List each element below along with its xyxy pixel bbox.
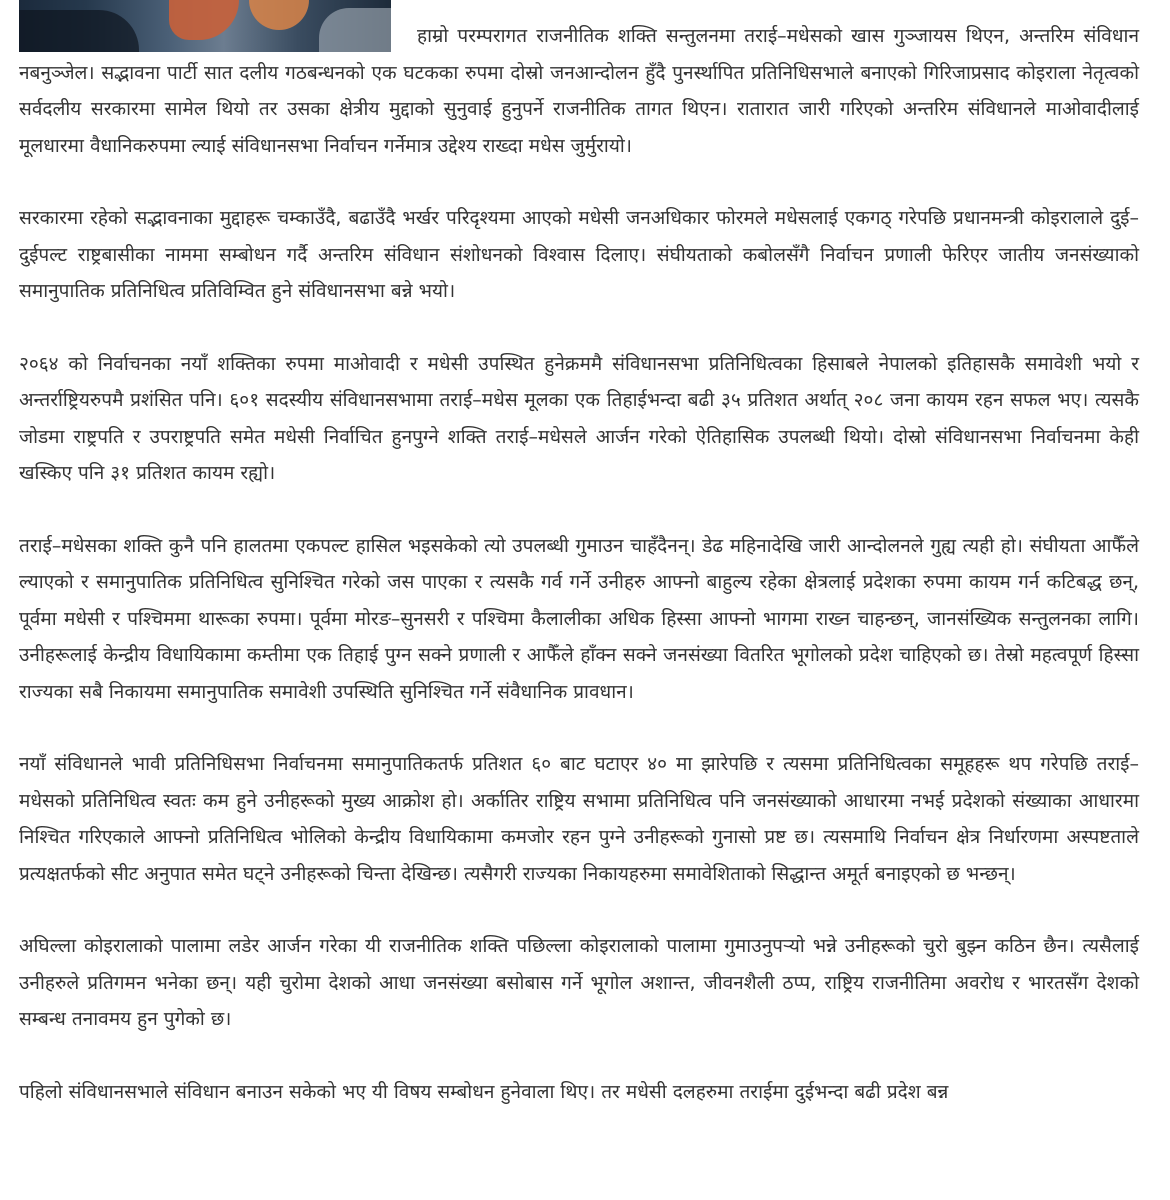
article-paragraph-1: हाम्रो परम्परागत राजनीतिक शक्ति सन्तुलनमा तराई–मधेसको खास गुञ्जायस थिएन, अन्तरिम संविधान नबनुञ्जेल। सद्भावना पार्टी सात दलीय गठबन्धनको एक घटकका रुपमा दोस्रो जनआन्दोलन हुँदै पुनर्स्थापित प्रतिनिधिसभाले बनाएको गिरिजाप्रसाद कोइराला नेतृत्वको सर्वदलीय सरकारमा सामेल थियो तर उसका क्षेत्रीय मुद्दाको सुनुवाई हुनुपर्ने राजनीतिक तागत थिएन। रातारात जारी गरिएको अन्तरिम संविधानले माओवादीलाई मूलधारमा वैधानिकरुपमा ल्याई संविधानसभा निर्वाचन गर्नेमात्र उद्देश्य राख्दा मधेस जुर्मुरायो। — [19, 25, 1139, 157]
photo-orange-shape-2 — [249, 0, 309, 30]
photo-orange-shape — [169, 0, 239, 40]
article-paragraph-2: सरकारमा रहेको सद्भावनाका मुद्दाहरू चम्काउँदै, बढाउँदै भर्खर परिदृश्यमा आएको मधेसी जनअधिकार फोरमले मधेसलाई एकगठ् गरेपछि प्रधानमन्त्री कोइरालाले दुई–दुईपल्ट राष्ट्रबासीका नाममा सम्बोधन गर्दै अन्तरिम संविधान संशोधनको विश्वास दिलाए। संघीयताको कबोलसँगै निर्वाचन प्रणाली फेरिएर जातीय जनसंख्याको समानुपातिक प्रतिनिधित्व प्रतिविम्वित हुने संविधानसभा बन्ने भयो। — [19, 207, 1140, 302]
photo-light-shape — [319, 8, 391, 52]
article-paragraph-6: अघिल्ला कोइरालाको पालामा लडेर आर्जन गरेका यी राजनीतिक शक्ति पछिल्ला कोइरालाको पालामा गुमाउनुपर्‍यो भन्ने उनीहरूको चुरो बुझ्न कठिन छैन। त्यसैलाई उनीहरुले प्रतिगमन भनेका छन्। यही चुरोमा देशको आधा जनसंख्या बसोबास गर्ने भूगोल अशान्त, जीवनशैली ठप्प, राष्ट्रिय राजनीतिमा अवरोध र भारतसँग देशको सम्बन्ध तनावमय हुन पुगेको छ। — [19, 935, 1139, 1030]
article-paragraph-5: नयाँ संविधानले भावी प्रतिनिधिसभा निर्वाचनमा समानुपातिकतर्फ प्रतिशत ६० बाट घटाएर ४० मा झारेपछि र त्यसमा प्रतिनिधित्वका समूहहरू थप गरेपछि तराई–मधेसको प्रतिनिधित्व स्वतः कम हुने उनीहरूको मुख्य आक्रोश हो। अर्कातिर राष्ट्रिय सभामा प्रतिनिधित्व पनि जनसंख्याको आधारमा नभई प्रदेशको संख्याका आधारमा निश्चित गरिएकाले आफ्नो प्रतिनिधित्व भोलिको केन्द्रीय विधायिकामा कमजोर रहन पुग्ने उनीहरूको गुनासो प्रष्ट छ। त्यसमाथि निर्वाचन क्षेत्र निर्धारणमा अस्पष्टताले प्रत्यक्षतर्फको सीट अनुपात समेत घट्ने उनीहरूको चिन्ता देखिन्छ। त्यसैगरी राज्यका निकायहरुमा समावेशिताको सिद्धान्त अमूर्त बनाइएको छ भन्छन्। — [19, 753, 1139, 885]
article-paragraph-7: पहिलो संविधानसभाले संविधान बनाउन सकेको भए यी विषय सम्बोधन हुनेवाला थिए। तर मधेसी दलहरुमा तराईमा दुईभन्दा बढी प्रदेश बन्न — [19, 1080, 949, 1103]
article-paragraph-4: तराई–मधेसका शक्ति कुनै पनि हालतमा एकपल्ट हासिल भइसकेको त्यो उपलब्धी गुमाउन चाहँदैनन्। डेढ महिनादेखि जारी आन्दोलनले गुह्य त्यही हो। संघीयता आफैँले ल्याएको र समानुपातिक प्रतिनिधित्व सुनिश्चित गरेको जस पाएका र त्यसकै गर्व गर्ने उनीहरु आफ्नो बाहुल्य रहेका क्षेत्रलाई प्रदेशका रुपमा कायम गर्न कटिबद्ध छन्, पूर्वमा मधेसी र पश्चिममा थारूका रुपमा। पूर्वमा मोरङ–सुनसरी र पश्चिमा कैलालीका अधिक हिस्सा आफ्नो भागमा राख्न चाहन्छन्, जानसंख्यिक सन्तुलनका लागि। उनीहरूलाई केन्द्रीय विधायिकामा कम्तीमा एक तिहाई पुग्न सक्ने प्रणाली र आफैँले हाँक्न सक्ने जनसंख्या वितरित भूगोलको प्रदेश चाहिएको छ। तेस्रो महत्वपूर्ण हिस्सा राज्यका सबै निकायमा समानुपातिक समावेशी उपस्थिति सुनिश्चित गर्ने संवैधानिक प्रावधान। — [19, 534, 1139, 703]
article-paragraph-3: २०६४ को निर्वाचनका नयाँ शक्तिका रुपमा माओवादी र मधेसी उपस्थित हुनेक्रममै संविधानसभा प्रतिनिधित्वका हिसाबले नेपालको इतिहासकै समावेशी भयो र अन्तर्राष्ट्रियरुपमै प्रशंसित पनि। ६०१ सदस्यीय संविधानसभामा तराई–मधेस मूलका एक तिहाईभन्दा बढी ३५ प्रतिशत अर्थात् २०८ जना कायम रहन सफल भए। त्यसकै जोडमा राष्ट्रपति र उपराष्ट्रपति समेत मधेसी निर्वाचित हुनपुग्ने शक्ति तराई–मधेसले आर्जन गरेको ऐतिहासिक उपलब्धी थियो। दोस्रो संविधानसभा निर्वाचनमा केही खस्किए पनि ३१ प्रतिशत कायम रह्यो। — [19, 352, 1139, 484]
article-body — [19, 0, 1139, 1146]
article-photo — [19, 0, 391, 52]
photo-shadow — [19, 10, 139, 52]
